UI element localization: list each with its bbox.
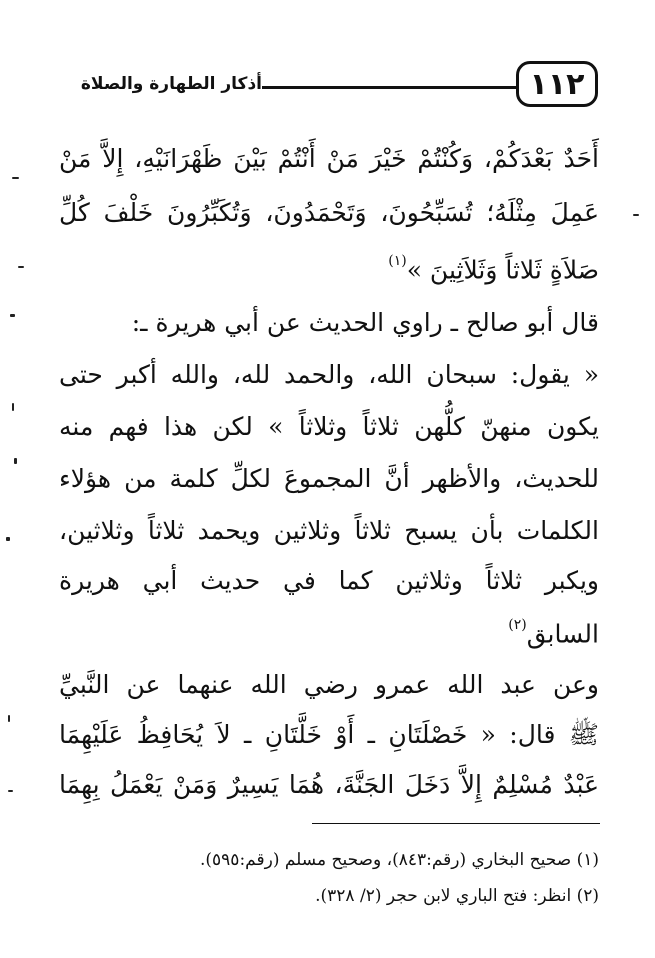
scan-mark <box>12 177 19 179</box>
text-line: وعن عبد الله عمرو رضي الله عنهما عن النَّبيِّ <box>59 670 599 699</box>
text-line-content: صَلاَةٍ ثَلاثاً وَثَلاَثِينَ » <box>406 255 599 285</box>
header-rule <box>262 86 516 89</box>
page-number: ١١٢ <box>516 61 598 107</box>
text-line <box>59 240 599 290</box>
footnote-ref: (٢) <box>508 617 527 633</box>
text-line: ﷺ قال: « خَصْلَتَانِ ـ أَوْ خَلَّتَانِ ـ لاَ يُحَافِظُ عَلَيْهِمَا <box>59 720 599 749</box>
text-line: « يقول: سبحان الله، والحمد لله، والله أكبر حتى <box>59 360 599 389</box>
scan-mark <box>8 715 10 722</box>
scan-mark <box>6 537 10 541</box>
text-line: يكون منهنّ كلُّهن ثلاثاً وثلاثاً » لكن هذا فهم منه <box>59 412 599 441</box>
text-line: الكلمات بأن يسبح ثلاثاً وثلاثين ويحمد ثلاثاً وثلاثين، <box>59 516 599 545</box>
footnote-ref: (١) <box>388 253 407 269</box>
text-line: قال أبو صالح ـ راوي الحديث عن أبي هريرة ـ: <box>131 308 599 337</box>
text-line <box>59 604 599 654</box>
scan-mark <box>12 403 14 411</box>
footnote: (١) صحيح البخاري (رقم:٨٤٣)، وصحيح مسلم (رقم:٥٩٥). <box>200 850 599 870</box>
text-line: عَبْدٌ مُسْلِمٌ إِلاَّ دَخَلَ الجَنَّةَ، هُمَا يَسِيرٌ وَمَنْ يَعْمَلُ بِهِمَا <box>59 770 599 799</box>
scan-mark <box>14 458 17 464</box>
text-line: ويكبر ثلاثاً وثلاثين كما في حديث أبي هريرة <box>59 566 599 595</box>
footnote-separator <box>312 823 600 824</box>
text-line: عَمِلَ مِثْلَهُ؛ تُسَبِّحُونَ، وَتَحْمَدُونَ، وَتُكَبِّرُونَ خَلْفَ كُلِّ <box>59 198 599 227</box>
text-line: للحديث، والأظهر أنَّ المجموعَ لكلِّ كلمة من هؤلاء <box>59 464 599 493</box>
text-line: أَحَدٌ بَعْدَكُمْ، وَكُنْتُمْ خَيْرَ مَنْ أَنْتُمْ بَيْنَ ظَهْرَانَيْهِ، إِلاَّ مَنْ <box>59 144 599 173</box>
scan-mark <box>633 214 639 216</box>
footnote: (٢) انظر: فتح الباري لابن حجر (٢/ ٣٢٨). <box>315 886 599 906</box>
text-line-content: السابق <box>526 619 599 649</box>
scan-mark <box>10 314 15 317</box>
scan-mark <box>18 266 24 268</box>
running-title: أذكار الطهارة والصلاة <box>80 74 262 94</box>
scan-mark <box>8 790 13 792</box>
